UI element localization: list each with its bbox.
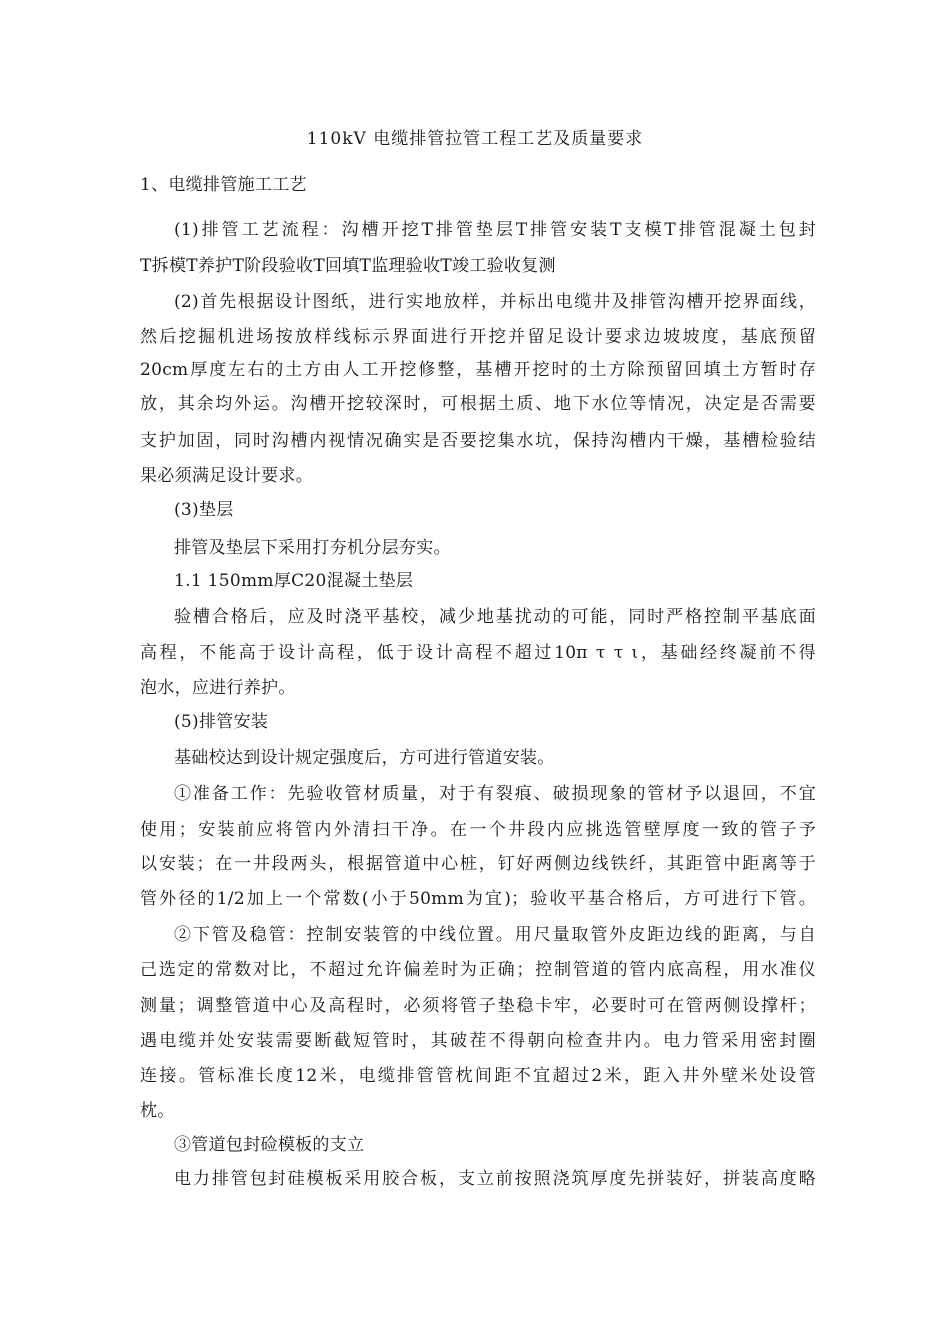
paragraph-line: 己选定的常数对比，不超过允许偏差时为正确；控制管道的管内底高程，用水准仪	[140, 960, 816, 980]
paragraph-line: 电力排管包封硅模板采用胶合板，支立前按照浇筑厚度先拼装好，拼装高度略	[174, 1169, 816, 1189]
paragraph-line: 测量；调整管道中心及高程时，必须将管子垫稳卡牢，必要时可在管两侧设撑杆；	[140, 996, 816, 1016]
paragraph-line: 使用；安装前应将管内外清扫干净。在一个井段内应挑选管壁厚度一致的管子予	[140, 820, 816, 840]
paragraph-line: 然后挖掘机进场按放样线标示界面进行开挖并留足设计要求边坡坡度，基底预留	[140, 327, 816, 347]
paragraph-line: 20cm厚度左右的土方由人工开挖修整，基槽开挖时的土方除预留回填土方暂时存	[140, 360, 816, 380]
paragraph-line: (2)首先根据设计图纸，进行实地放样，并标出电缆井及排管沟槽开挖界面线，	[174, 292, 816, 312]
paragraph-line: 管外径的1/2加上一个常数(小于50mm为宜)；验收平基合格后，方可进行下管。	[140, 889, 816, 909]
document-title: 110kV 电缆排管拉管工程工艺及质量要求	[306, 129, 644, 149]
paragraph-line: 放，其余均外运。沟槽开挖较深时，可根据土质、地下水位等情况，决定是否需要	[140, 394, 816, 414]
paragraph-line: 果必须满足设计要求。	[140, 466, 313, 486]
paragraph-line: 连接。管标准长度12米，电缆排管管枕间距不宜超过2米，距入井外壁米处设管	[140, 1066, 816, 1086]
paragraph-line: (1)排管工艺流程：沟槽开挖T排管垫层T排管安装T支模T排管混凝土包封	[174, 220, 816, 240]
paragraph-line: 枕。	[140, 1101, 175, 1121]
section-heading: 1、电缆排管施工工艺	[140, 175, 307, 195]
paragraph-line: 高程，不能高于设计高程，低于设计高程不超过10π τ τ ι，基础经终凝前不得	[140, 643, 816, 663]
paragraph-line: 以安装；在一井段两头，根据管道中心桩，钉好两侧边线铁纤，其距管中距离等于	[140, 854, 816, 874]
paragraph-line: 排管及垫层下采用打夯机分层夯实。	[174, 538, 451, 558]
subheading: 1.1 150mm厚C20混凝土垫层	[174, 571, 414, 591]
subheading: ③管道包封硷模板的支立	[174, 1135, 365, 1155]
paragraph-line: ②下管及稳管：控制安装管的中线位置。用尺量取管外皮距边线的距离，与自	[174, 925, 816, 945]
paragraph-line: 验槽合格后，应及时浇平基校，减少地基扰动的可能，同时严格控制平基底面	[174, 607, 816, 627]
paragraph-line: T拆模T养护T阶段验收T回填T监理验收T竣工验收复测	[140, 256, 556, 276]
paragraph-line: 支护加固，同时沟槽内视情况确实是否要挖集水坑，保持沟槽内干燥，基槽检验结	[140, 431, 816, 451]
subheading: (3)垫层	[174, 500, 234, 520]
subheading: (5)排管安装	[174, 712, 269, 732]
paragraph-line: 泡水，应进行养护。	[140, 678, 296, 698]
paragraph-line: ①准备工作：先验收管材质量，对于有裂痕、破损现象的管材予以退回，不宜	[174, 784, 816, 804]
paragraph-line: 基础校达到设计规定强度后，方可进行管道安装。	[174, 748, 555, 768]
paragraph-line: 遇电缆并处安装需要断截短管时，其破茬不得朝向检查井内。电力管采用密封圈	[140, 1031, 816, 1051]
